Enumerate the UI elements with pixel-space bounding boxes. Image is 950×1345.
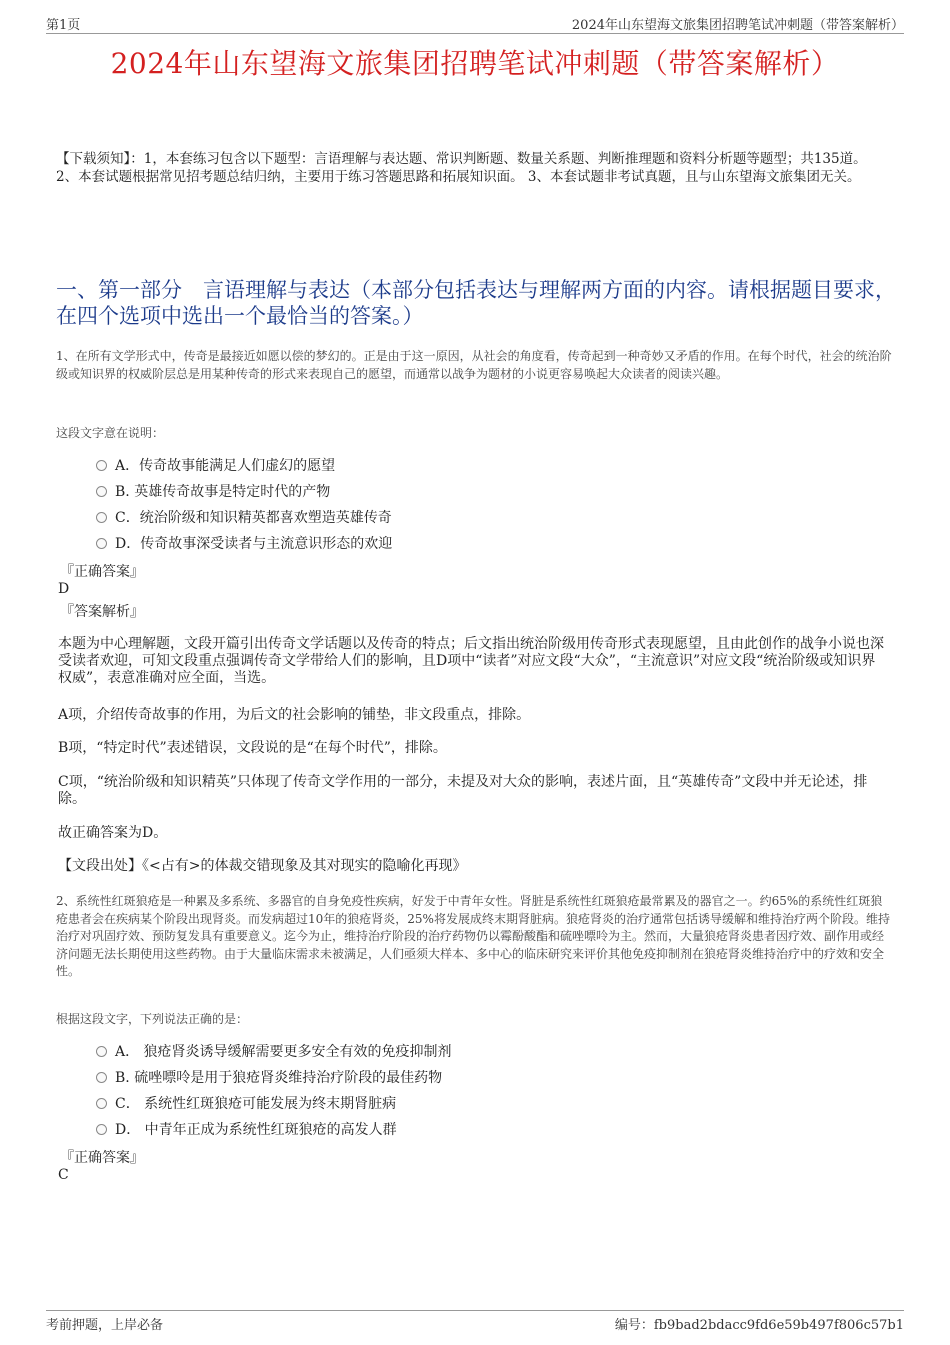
radio-icon[interactable] bbox=[96, 1046, 107, 1057]
download-notice: 【下载须知】：1，本套练习包含以下题型：言语理解与表达题、常识判断题、数量关系题、判断推理题和资料分析题等题型；共135道。 2、本套试题根据常见招考题总结归纳，主要用于练习答题思路和拓展知识面。 3、本套试题非考试真题，且与山东望海文旅集团无关。 bbox=[56, 151, 867, 185]
question-1-answer: D bbox=[58, 581, 70, 597]
page-number: 第1页 bbox=[46, 18, 81, 33]
header-divider bbox=[46, 33, 904, 34]
footer-slogan: 考前押题，上岸必备 bbox=[46, 1318, 164, 1333]
radio-icon[interactable] bbox=[96, 538, 107, 549]
document-title: 2024年山东望海文旅集团招聘笔试冲刺题（带答案解析） bbox=[110, 47, 840, 80]
radio-icon[interactable] bbox=[96, 512, 107, 523]
radio-icon[interactable] bbox=[96, 460, 107, 471]
footer-divider bbox=[46, 1310, 904, 1311]
question-2-option-c[interactable]: C． 系统性红斑狼疮可能发展为终末期肾脏病 bbox=[96, 1094, 396, 1114]
document-code: 编号：fb9bad2bdacc9fd6e59b497f806c57b1 bbox=[614, 1318, 904, 1333]
section-title: 一、第一部分 言语理解与表达（本部分包括表达与理解两方面的内容。请根据题目要求，在四个选项中选出一个最恰当的答案。） bbox=[56, 278, 896, 328]
question-2-answer-label: 『正确答案』 bbox=[60, 1150, 144, 1166]
radio-icon[interactable] bbox=[96, 1098, 107, 1109]
question-1-analysis-a: A项，介绍传奇故事的作用，为后文的社会影响的铺垫，非文段重点，排除。 bbox=[58, 707, 531, 723]
question-1-option-b[interactable]: B. 英雄传奇故事是特定时代的产物 bbox=[96, 482, 330, 502]
question-2-option-d[interactable]: D． 中青年正成为系统性红斑狼疮的高发人群 bbox=[96, 1120, 397, 1140]
radio-icon[interactable] bbox=[96, 1072, 107, 1083]
question-2-prompt: 根据这段文字，下列说法正确的是： bbox=[56, 1012, 249, 1026]
question-1-source: 【文段出处】《<占有>的体裁交错现象及其对现实的隐喻化再现》 bbox=[58, 858, 467, 874]
question-1-analysis-summary: 本题为中心理解题，文段开篇引出传奇文学话题以及传奇的特点；后文指出统治阶级用传奇形式表现愿望，且由此创作的战争小说也深受读者欢迎，可知文段重点强调传奇文学带给人们的影响，且D项中“读者”对应文段“大众”，“主流意识”对应文段“统治阶级或知识界权威”，表意准确对应全面，当选。 bbox=[58, 636, 884, 686]
question-1-answer-label: 『正确答案』 bbox=[60, 564, 144, 580]
radio-icon[interactable] bbox=[96, 486, 107, 497]
question-1-analysis-c: C项，“统治阶级和知识精英”只体现了传奇文学作用的一部分，未提及对大众的影响，表述片面，且“英雄传奇”文段中并无论述，排除。 bbox=[58, 774, 868, 807]
question-2-option-b[interactable]: B. 硫唑嘌呤是用于狼疮肾炎维持治疗阶段的最佳药物 bbox=[96, 1068, 442, 1088]
question-1-prompt: 这段文字意在说明： bbox=[56, 426, 165, 440]
question-1-conclusion: 故正确答案为D。 bbox=[58, 825, 168, 841]
question-2-text: 2、系统性红斑狼疮是一种累及多系统、多器官的自身免疫性疾病，好发于中青年女性。肾脏是系统性红斑狼疮最常累及的器官之一。约65%的系统性红斑狼疮患者会在疾病某个阶段出现肾炎。而发病超过10年的狼疮肾炎，25%将发展成终末期肾脏病。狼疮肾炎的治疗通常包括诱导缓解和维持治疗两个阶段。维持治疗对巩固疗效、预防复发具有重要意义。迄今为止，维持治疗阶段的治疗药物仍以霉酚酸酯和硫唑嘌呤为主。然而，大量狼疮肾炎患者因疗效、副作用或经济问题无法长期使用这些药物。由于大量临床需求未被满足，人们亟须大样本、多中心的临床研究来评价其他免疫抑制剂在狼疮肾炎维持治疗中的疗效和安全性。 bbox=[56, 894, 890, 978]
question-1-option-a[interactable]: A．传奇故事能满足人们虚幻的愿望 bbox=[96, 456, 335, 476]
question-2-option-a[interactable]: A． 狼疮肾炎诱导缓解需要更多安全有效的免疫抑制剂 bbox=[96, 1042, 452, 1062]
question-1-analysis-label: 『答案解析』 bbox=[60, 604, 144, 620]
question-1-option-c[interactable]: C．统治阶级和知识精英都喜欢塑造英雄传奇 bbox=[96, 508, 392, 528]
question-1-analysis-b: B项，“特定时代”表述错误，文段说的是“在每个时代”，排除。 bbox=[58, 740, 447, 756]
radio-icon[interactable] bbox=[96, 1124, 107, 1135]
question-2-answer: C bbox=[58, 1167, 69, 1183]
page-header bbox=[46, 14, 904, 32]
header-doc-title: 2024年山东望海文旅集团招聘笔试冲刺题（带答案解析） bbox=[571, 18, 904, 33]
question-1-text: 1、在所有文学形式中，传奇是最接近如愿以偿的梦幻的。正是由于这一原因，从社会的角度看，传奇起到一种奇妙又矛盾的作用。在每个时代，社会的统治阶级或知识界的权威阶层总是用某种传奇的形式来表现自己的愿望，而通常以战争为题材的小说更容易唤起大众读者的阅读兴趣。 bbox=[56, 349, 892, 381]
question-1-option-d[interactable]: D．传奇故事深受读者与主流意识形态的欢迎 bbox=[96, 534, 392, 554]
